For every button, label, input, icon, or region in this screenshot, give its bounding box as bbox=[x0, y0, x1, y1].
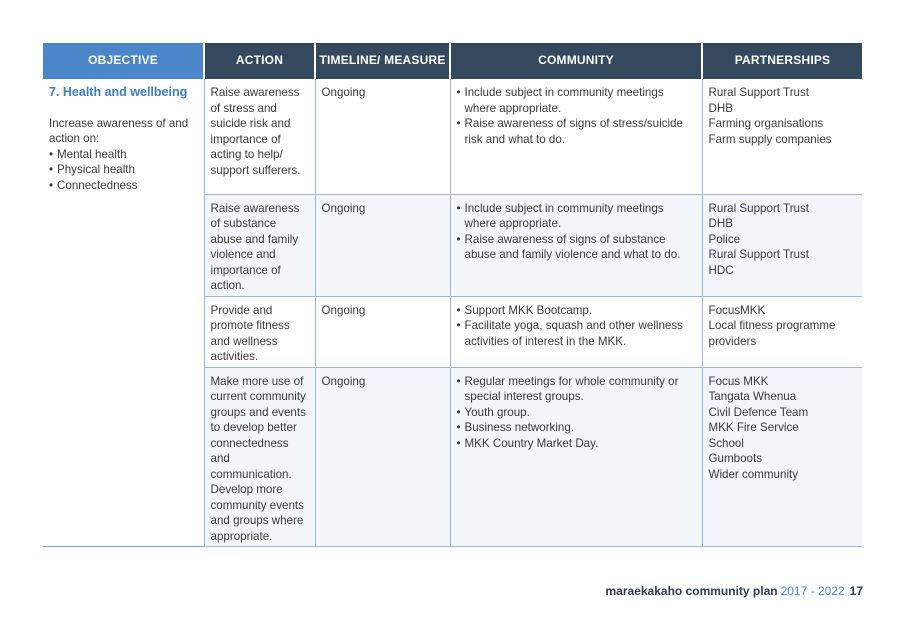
community-cell bbox=[450, 296, 702, 367]
list-item: FocusMKK bbox=[708, 303, 766, 317]
community-cell bbox=[450, 194, 702, 296]
header-community: COMMUNITY bbox=[450, 43, 702, 79]
list-item: DHB bbox=[708, 101, 733, 115]
list-item: • Raise awareness of signs of substance abuse and family violence and what to do. bbox=[457, 232, 696, 263]
list-item: Rural Support Trust bbox=[708, 248, 810, 261]
page-footer bbox=[606, 584, 863, 598]
action-cell: Make more use of current community groups and events to develop better connectedness and communication. Develop more community events and groups where appropriate. bbox=[204, 367, 315, 547]
list-item: • Facilitate yoga, squash and other wellness activities of interest in the MKK. bbox=[457, 318, 696, 349]
action-cell: Raise awareness of stress and suicide risk and importance of acting to help/ support sufferers. bbox=[204, 79, 315, 194]
list-item: • Physical health bbox=[49, 162, 198, 178]
page-number: 17 bbox=[849, 584, 863, 598]
list-item: Gumboots bbox=[708, 452, 762, 465]
table-row bbox=[43, 79, 862, 194]
action-cell: Raise awareness of substance abuse and family violence and importance of action. bbox=[204, 194, 315, 296]
list-item: • Mental health bbox=[49, 147, 198, 163]
list-item: Farm supply companies bbox=[708, 132, 832, 146]
list-item: Rural Support Trust bbox=[708, 201, 810, 215]
list-item: • Include subject in community meetings where appropriate. bbox=[457, 85, 696, 116]
community-cell bbox=[450, 367, 702, 547]
header-partnerships: PARTNERSHIPS bbox=[702, 43, 862, 79]
action-cell: Provide and promote fitness and wellness activities. bbox=[204, 296, 315, 367]
list-item: DHB bbox=[708, 217, 733, 230]
objective-title: 7. Health and wellbeing bbox=[49, 85, 188, 99]
list-item: Local fitness programme providers bbox=[708, 319, 836, 348]
partnerships-cell bbox=[702, 367, 862, 547]
header-objective: OBJECTIVE bbox=[43, 43, 204, 79]
timeline-cell: Ongoing bbox=[315, 79, 450, 194]
list-item: School bbox=[708, 436, 744, 450]
list-item: • Raise awareness of signs of stress/suicide risk and what to do. bbox=[457, 116, 696, 147]
footer-brand: maraekakaho community plan bbox=[605, 584, 778, 598]
list-item: • Business networking. bbox=[457, 420, 696, 436]
list-item: • Youth group. bbox=[457, 405, 696, 421]
partnerships-cell bbox=[702, 79, 862, 194]
partnerships-cell bbox=[702, 296, 862, 367]
header-row bbox=[43, 43, 862, 79]
list-item: HDC bbox=[708, 263, 734, 277]
list-item: Rural Support Trust bbox=[708, 86, 810, 99]
objective-cell bbox=[43, 79, 204, 547]
list-item: • Support MKK Bootcamp. bbox=[457, 303, 696, 319]
list-item: Focus MKK bbox=[708, 374, 769, 388]
objective-intro: Increase awareness of and action on: bbox=[49, 116, 189, 145]
list-item: • Connectedness bbox=[49, 178, 198, 194]
list-item: • MKK Country Market Day. bbox=[457, 436, 696, 452]
list-item: Farming organisations bbox=[708, 117, 824, 130]
list-item: MKK Fire Service bbox=[708, 421, 799, 434]
footer-years: 2017 - 2022 bbox=[780, 584, 845, 598]
timeline-cell: Ongoing bbox=[315, 296, 450, 367]
header-timeline: TIMELINE/ MEASURE bbox=[315, 43, 450, 79]
objective-bullets bbox=[49, 147, 198, 194]
timeline-cell: Ongoing bbox=[315, 194, 450, 296]
list-item: Wider community bbox=[708, 467, 799, 481]
list-item: Tangata Whenua bbox=[708, 390, 797, 403]
header-action: ACTION bbox=[204, 43, 315, 79]
list-item: Police bbox=[708, 232, 741, 246]
list-item: Civil Defence Team bbox=[708, 405, 809, 419]
list-item: • Regular meetings for whole community or special interest groups. bbox=[457, 374, 696, 405]
partnerships-cell bbox=[702, 194, 862, 296]
community-cell bbox=[450, 79, 702, 194]
plan-table bbox=[43, 43, 862, 547]
timeline-cell: Ongoing bbox=[315, 367, 450, 547]
list-item: • Include subject in community meetings where appropriate. bbox=[457, 201, 696, 232]
